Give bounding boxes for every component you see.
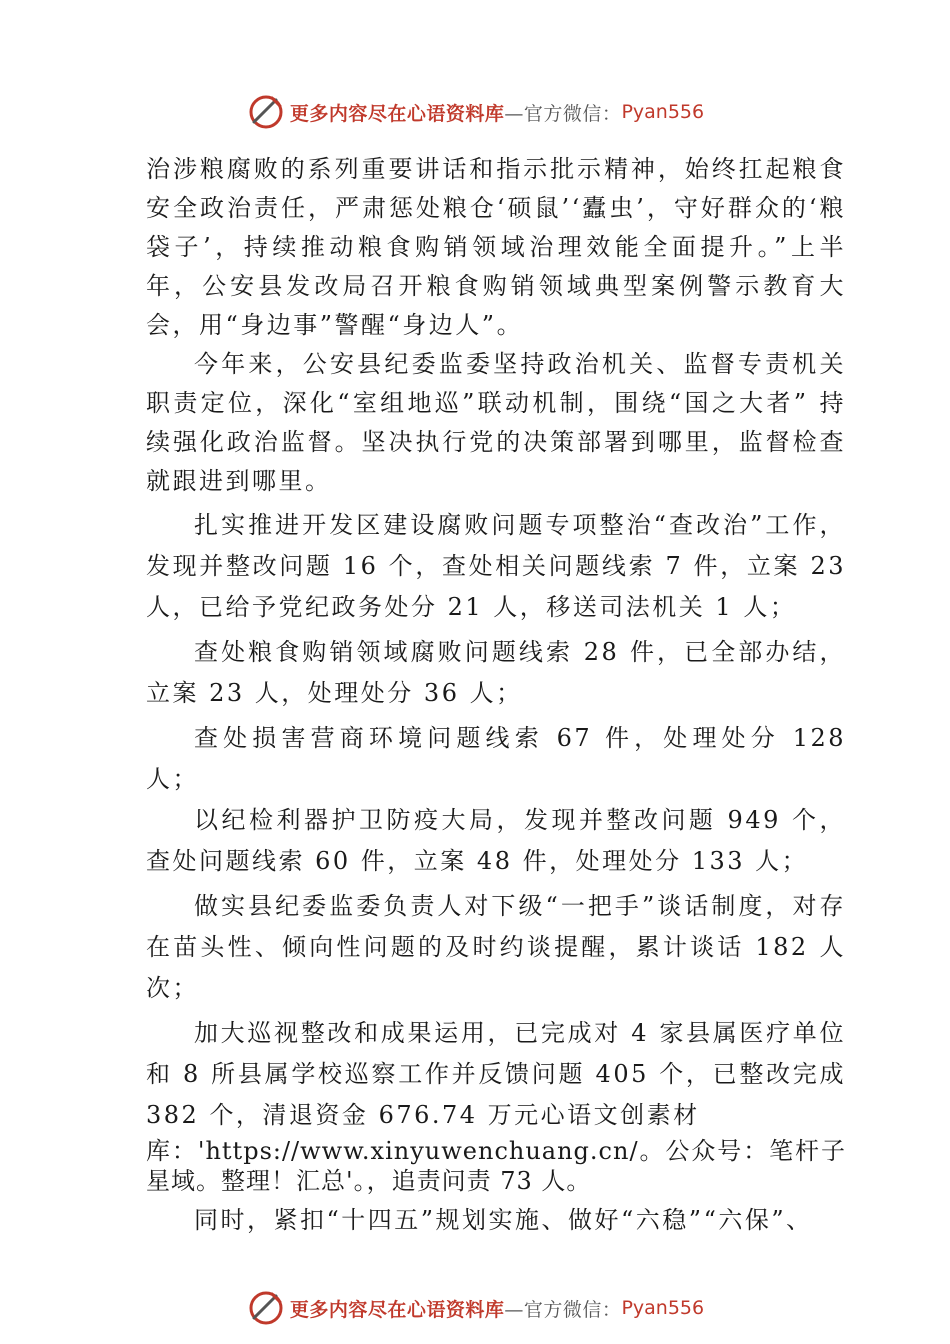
banner-site-name: 更多内容尽在心语资料库 <box>289 102 505 125</box>
paragraph: 治涉粮腐败的系列重要讲话和指示批示精神，始终扛起粮食安全政治责任，严肃惩处粮仓‘硕鼠’‘蠹虫’，守好群众的‘粮袋子’，持续推动粮食购销领域治理效能全面提升。”上半年，公安县发改局召开粮食购销领域典型案例警示教育大会，用“身边事”警醒“身边人”。 <box>146 155 846 339</box>
paragraph: 库：'https://www.xinyuwenchuang.cn/。公众号：笔杆子星域。整理！汇总'。，追责问责 73 人。 <box>146 1137 846 1195</box>
paragraph: 以纪检利器护卫防疫大局，发现并整改问题 949 个，查处问题线索 60 件，立案 48 件，处理处分 133 人； <box>146 806 846 875</box>
paragraph: 今年来，公安县纪委监委坚持政治机关、监督专责机关职责定位，深化“室组地巡”联动机制，围绕“国之大者” 持续强化政治监督。坚决执行党的决策部署到哪里，监督检查就跟进到哪里。 <box>146 350 846 495</box>
paragraph: 扎实推进开发区建设腐败问题专项整治“查改治”工作，发现并整改问题 16 个，查处相关问题线索 7 件，立案 23 人，已给予党纪政务处分 21 人，移送司法机关 1 人； <box>146 511 846 621</box>
document-body <box>146 150 846 1241</box>
header-banner <box>0 92 950 132</box>
banner-wechat-id: Pyan556 <box>621 1297 705 1319</box>
banner-wechat-label: —官方微信： <box>504 102 622 125</box>
footer-banner <box>0 1288 950 1328</box>
paragraph: 查处损害营商环境问题线索 67 件，处理处分 128 人； <box>146 724 846 793</box>
paragraph: 加大巡视整改和成果运用，已完成对 4 家县属医疗单位和 8 所县属学校巡察工作并反馈问题 405 个，已整改完成 382 个，清退资金 676.74 万元心语文创素材 <box>146 1019 846 1129</box>
banner-wechat-id: Pyan556 <box>621 101 705 123</box>
pen-logo-icon <box>246 92 286 132</box>
paragraph: 同时，紧扣“十四五”规划实施、做好“六稳”“六保”、 <box>194 1206 813 1234</box>
banner-wechat-label: —官方微信： <box>504 1298 622 1321</box>
pen-logo-icon <box>246 1288 286 1328</box>
banner-site-name: 更多内容尽在心语资料库 <box>289 1298 505 1321</box>
paragraph: 做实县纪委监委负责人对下级“一把手”谈话制度，对存在苗头性、倾向性问题的及时约谈提醒，累计谈话 182 人次； <box>146 892 846 1002</box>
paragraph: 查处粮食购销领域腐败问题线索 28 件，已全部办结，立案 23 人，处理处分 36 人； <box>146 638 846 707</box>
